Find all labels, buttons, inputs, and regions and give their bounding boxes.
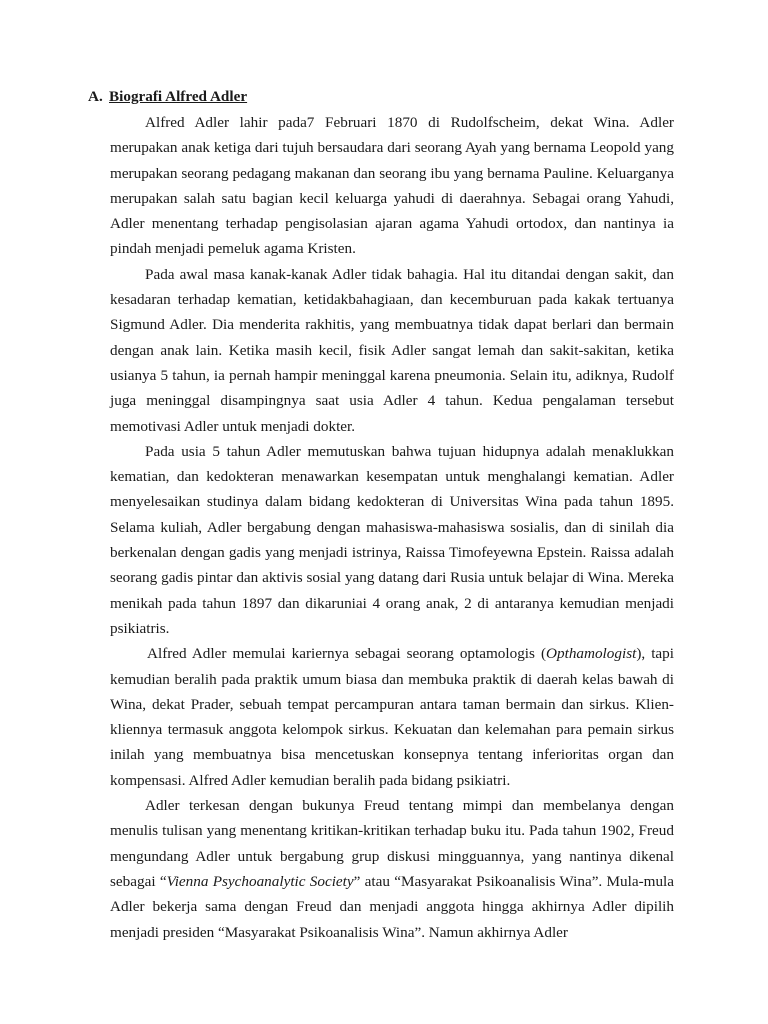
paragraph-education: Pada usia 5 tahun Adler memutuskan bahwa tujuan hidupnya adalah menaklukkan kematian, dan kedokteran menawarkan kesempatan untuk menghalangi kematian. Adler menyelesaikan studinya dalam bidang kedokteran di Universitas Wina pada tahun 1895. Selama kuliah, Adler bergabung dengan mahasiswa-mahasiswa sosialis, dan di sinilah dia berkenalan dengan gadis yang menjadi istrinya, Raissa Timofeyewna Epstein. Raissa adalah seorang gadis pintar dan aktivis sosial yang datang dari Rusia untuk belajar di Wina. Mereka menikah pada tahun 1897 dan dikaruniai 4 orang anak, 2 di antaranya kemudian menjadi psikiatris. <box>110 442 674 637</box>
paragraph-freud-italic: Vienna Psychoanalytic Society <box>166 872 354 890</box>
section-number: A. <box>88 88 103 105</box>
paragraph-freud-text-1: Adler terkesan dengan bukunya Freud tentang mimpi dan membelanya dengan menulis tulisan yang menentang kritikan-kritikan terhadap buku itu. Pada tahun 1902, Freud mengundang Adler untuk bergabung grup diskusi mingguannya, yang nantinya dikenal sebagai “ <box>110 797 674 890</box>
paragraph-career-italic: Opthamologist <box>546 645 637 663</box>
paragraph-career <box>110 641 674 793</box>
paragraph-freud <box>110 793 674 945</box>
paragraph-freud-text-2: ” atau “Masyarakat Psikoanalisis Wina”. Mula-mula Adler bekerja sama dengan Freud dan menjadi anggota hingga akhirnya Adler dipilih menjadi presiden “Masyarakat Psikoanalisis Wina”. Namun akhirnya Adler <box>110 872 674 941</box>
section-title: Biografi Alfred Adler <box>109 88 248 105</box>
paragraph-career-text-2: ), tapi kemudian beralih pada praktik umum biasa dan membuka praktik di daerah kelas bawah di Wina, dekat Prader, sebuah tempat percampuran antara taman bermain dan sirkus. Klien-kliennya termasuk anggota kelompok sirkus. Kekuatan dan kelemahan para pemain sirkus inilah yang membuatnya bisa mencetuskan konsepnya tentang inferioritas organ dan kompensasi. Alfred Adler kemudian beralih pada bidang psikiatri. <box>110 645 674 789</box>
paragraph-career-text-1: Alfred Adler memulai kariernya sebagai seorang optamologis ( <box>147 645 547 663</box>
paragraph-childhood: Pada awal masa kanak-kanak Adler tidak bahagia. Hal itu ditandai dengan sakit, dan kesadaran terhadap kematian, ketidakbahagiaan, dan kecemburuan pada kakak tertuanya Sigmund Adler. Dia menderita rakhitis, yang membuatnya tidak dapat berlari dan bermain dengan anak lain. Ketika masih kecil, fisik Adler sangat lemah dan sakit-sakitan, ketika usianya 5 tahun, ia pernah hampir meninggal karena pneumonia. Selain itu, adiknya, Rudolf juga meninggal disampingnya saat usia Adler 4 tahun. Kedua pengalaman tersebut memotivasi Adler untuk menjadi dokter. <box>110 265 674 435</box>
section-heading <box>88 86 247 108</box>
document-body <box>110 110 674 945</box>
paragraph-birth: Alfred Adler lahir pada7 Februari 1870 di Rudolfscheim, dekat Wina. Adler merupakan anak ketiga dari tujuh bersaudara dari seorang Ayah yang bernama Leopold yang merupakan seorang pedagang makanan dan seorang ibu yang bernama Pauline. Keluarganya merupakan salah satu bagian kecil keluarga yahudi di daerahnya. Sebagai orang Yahudi, Adler menentang terhadap pengisolasian ajaran agama Yahudi ortodox, dan nantinya ia pindah menjadi pemeluk agama Kristen. <box>110 114 674 258</box>
